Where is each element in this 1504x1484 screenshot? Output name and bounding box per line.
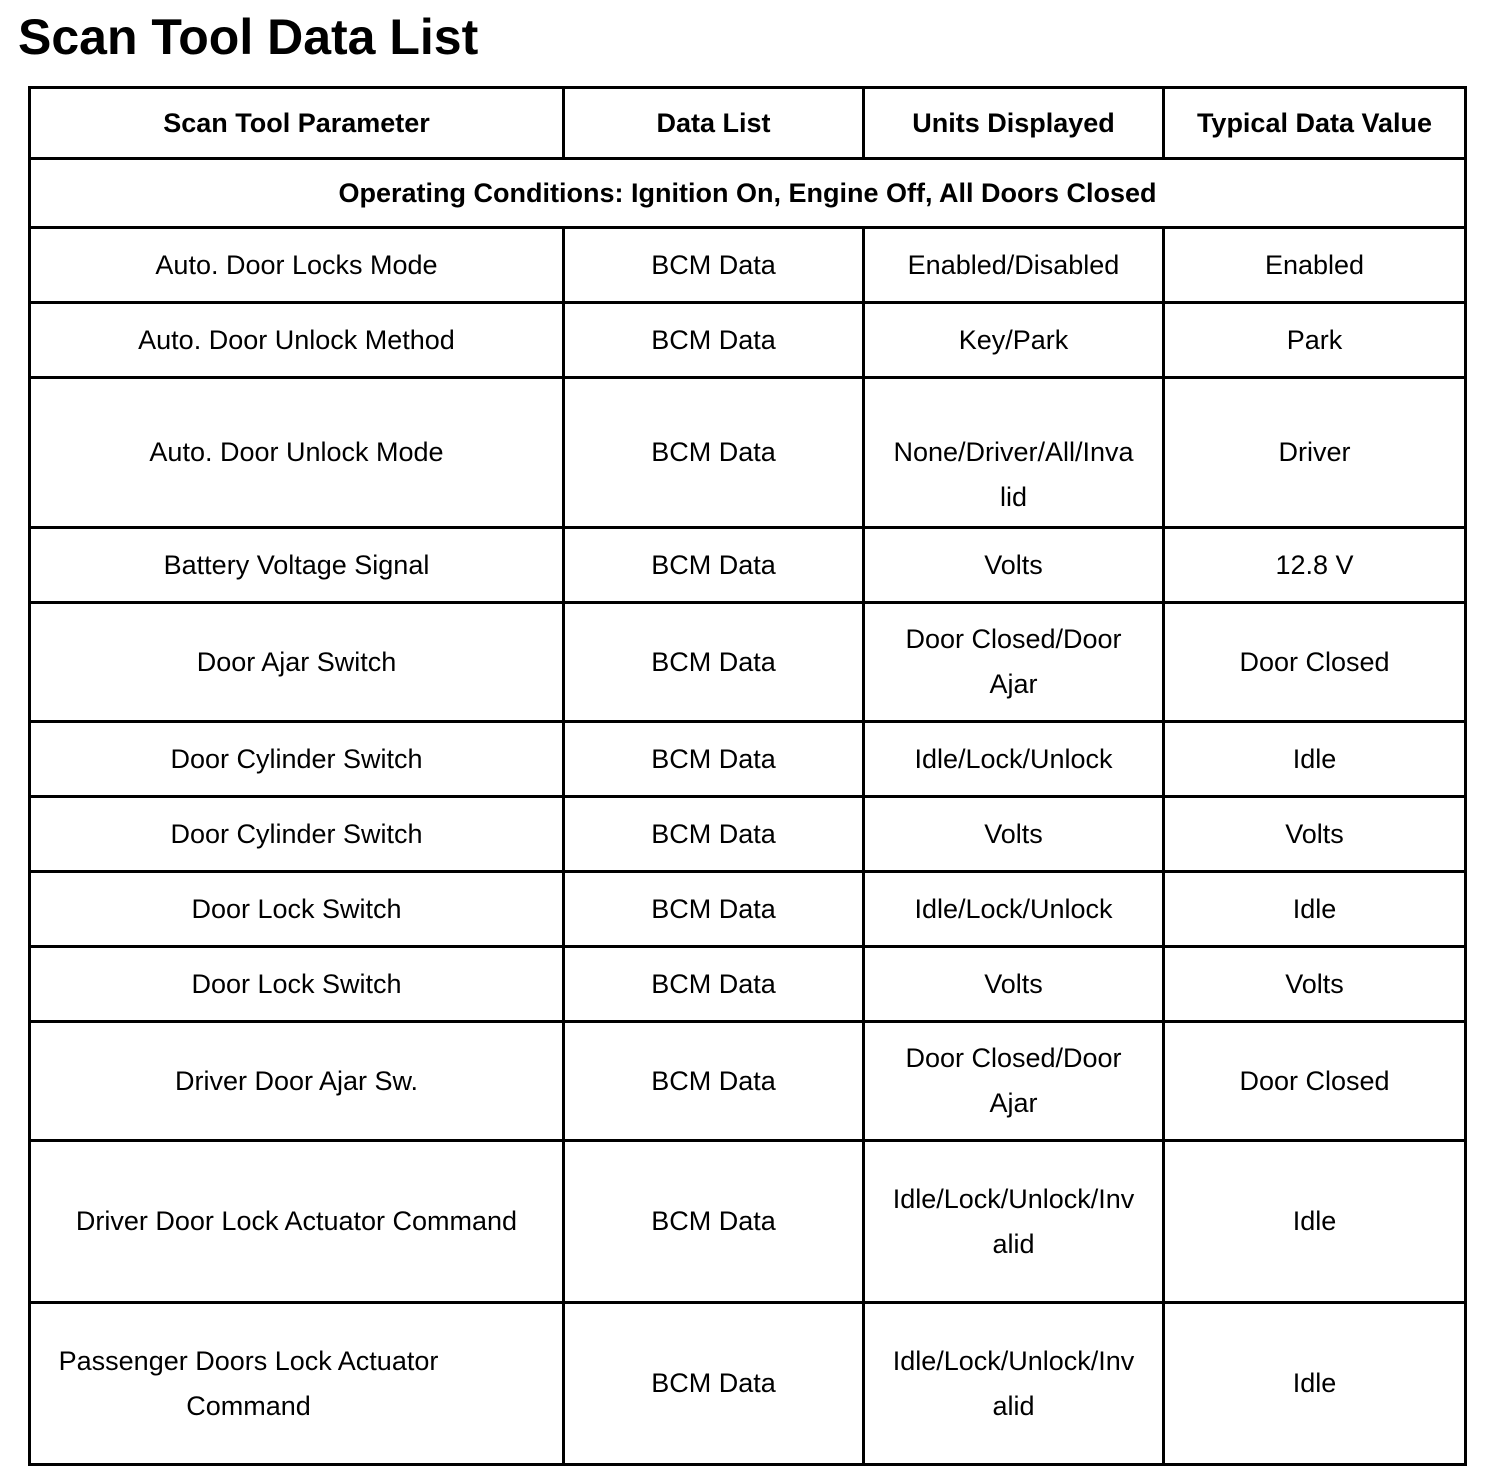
table-row bbox=[30, 603, 1466, 722]
cell-parameter: Auto. Door Unlock Mode bbox=[30, 378, 564, 528]
cell-units: Enabled/Disabled bbox=[864, 228, 1164, 303]
cell-data-list: BCM Data bbox=[564, 1141, 864, 1303]
cell-units: Idle/Lock/Unlock bbox=[864, 872, 1164, 947]
cell-units: Idle/Lock/Unlock bbox=[864, 722, 1164, 797]
cell-typical-value: Enabled bbox=[1164, 228, 1466, 303]
table-row bbox=[30, 722, 1466, 797]
cell-units: Volts bbox=[864, 528, 1164, 603]
cell-parameter: Door Lock Switch bbox=[30, 872, 564, 947]
cell-parameter: Door Cylinder Switch bbox=[30, 722, 564, 797]
table-row bbox=[30, 1022, 1466, 1141]
cell-units: Idle/Lock/Unlock/Invalid bbox=[864, 1303, 1164, 1465]
cell-typical-value: Idle bbox=[1164, 1303, 1466, 1465]
header-units-displayed: Units Displayed bbox=[864, 88, 1164, 159]
cell-data-list: BCM Data bbox=[564, 947, 864, 1022]
cell-data-list: BCM Data bbox=[564, 1022, 864, 1141]
page-title: Scan Tool Data List bbox=[18, 9, 479, 65]
header-scan-tool-parameter: Scan Tool Parameter bbox=[30, 88, 564, 159]
table-row bbox=[30, 528, 1466, 603]
cell-typical-value: Door Closed bbox=[1164, 1022, 1466, 1141]
cell-units: Idle/Lock/Unlock/Invalid bbox=[864, 1141, 1164, 1303]
cell-units: None/Driver/All/Invalid bbox=[864, 378, 1164, 528]
table-row bbox=[30, 303, 1466, 378]
table-header-row bbox=[30, 88, 1466, 159]
table-row bbox=[30, 1303, 1466, 1465]
cell-data-list: BCM Data bbox=[564, 378, 864, 528]
scan-tool-data-table bbox=[28, 86, 1467, 1466]
cell-units: Door Closed/Door Ajar bbox=[864, 603, 1164, 722]
cell-parameter: Driver Door Ajar Sw. bbox=[30, 1022, 564, 1141]
cell-data-list: BCM Data bbox=[564, 722, 864, 797]
cell-data-list: BCM Data bbox=[564, 603, 864, 722]
cell-units: Volts bbox=[864, 797, 1164, 872]
section-row bbox=[30, 159, 1466, 228]
table-row bbox=[30, 228, 1466, 303]
header-typical-data-value: Typical Data Value bbox=[1164, 88, 1466, 159]
cell-units: Volts bbox=[864, 947, 1164, 1022]
cell-typical-value: Volts bbox=[1164, 947, 1466, 1022]
cell-data-list: BCM Data bbox=[564, 1303, 864, 1465]
cell-parameter: Door Ajar Switch bbox=[30, 603, 564, 722]
cell-typical-value: 12.8 V bbox=[1164, 528, 1466, 603]
table-row bbox=[30, 378, 1466, 528]
cell-typical-value: Driver bbox=[1164, 378, 1466, 528]
cell-typical-value: Idle bbox=[1164, 1141, 1466, 1303]
cell-parameter: Door Lock Switch bbox=[30, 947, 564, 1022]
cell-data-list: BCM Data bbox=[564, 228, 864, 303]
table-row bbox=[30, 797, 1466, 872]
cell-units: Door Closed/Door Ajar bbox=[864, 1022, 1164, 1141]
cell-data-list: BCM Data bbox=[564, 797, 864, 872]
cell-parameter: Auto. Door Locks Mode bbox=[30, 228, 564, 303]
cell-typical-value: Door Closed bbox=[1164, 603, 1466, 722]
cell-typical-value: Idle bbox=[1164, 722, 1466, 797]
operating-conditions: Operating Conditions: Ignition On, Engine Off, All Doors Closed bbox=[30, 159, 1466, 228]
cell-parameter: Door Cylinder Switch bbox=[30, 797, 564, 872]
cell-typical-value: Idle bbox=[1164, 872, 1466, 947]
header-data-list: Data List bbox=[564, 88, 864, 159]
cell-parameter: Auto. Door Unlock Method bbox=[30, 303, 564, 378]
cell-typical-value: Volts bbox=[1164, 797, 1466, 872]
table-row bbox=[30, 872, 1466, 947]
cell-data-list: BCM Data bbox=[564, 528, 864, 603]
cell-units: Key/Park bbox=[864, 303, 1164, 378]
cell-parameter: Battery Voltage Signal bbox=[30, 528, 564, 603]
cell-data-list: BCM Data bbox=[564, 872, 864, 947]
cell-typical-value: Park bbox=[1164, 303, 1466, 378]
cell-data-list: BCM Data bbox=[564, 303, 864, 378]
table-row bbox=[30, 1141, 1466, 1303]
cell-parameter: Driver Door Lock Actuator Command bbox=[30, 1141, 564, 1303]
table-row bbox=[30, 947, 1466, 1022]
cell-parameter: Passenger Doors Lock Actuator Command bbox=[30, 1303, 564, 1465]
